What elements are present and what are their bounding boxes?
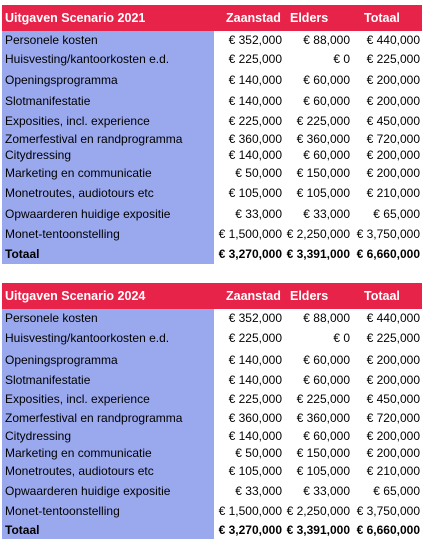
cell-label: Citydressing <box>2 427 214 444</box>
cell-elders: € 225,000 <box>296 391 350 406</box>
total-cell-zaanstad: € 3,270,000 <box>218 247 282 261</box>
table-scenario-2021 <box>2 5 422 264</box>
cell-totaal: € 720,000 <box>366 131 420 146</box>
table-row <box>2 147 422 163</box>
cell-zaanstad: € 140,000 <box>228 372 282 387</box>
table-row <box>2 349 422 370</box>
cell-zaanstad: € 360,000 <box>228 131 282 146</box>
cell-totaal: € 200,000 <box>366 165 420 180</box>
table-row <box>2 90 422 111</box>
total-cell-elders: € 3,391,000 <box>286 247 350 261</box>
cell-label: Monetroutes, audiotours etc <box>2 182 214 204</box>
cell-elders: € 360,000 <box>296 131 350 146</box>
table-row <box>2 427 422 444</box>
cell-zaanstad: € 352,000 <box>228 32 282 47</box>
cell-label: Huisvesting/kantoorkosten e.d. <box>2 327 214 349</box>
cell-elders: € 60,000 <box>303 148 350 162</box>
cell-totaal: € 200,000 <box>366 352 420 367</box>
cell-label: Personele kosten <box>2 309 214 327</box>
cell-elders: € 60,000 <box>303 93 350 108</box>
table-row <box>2 370 422 389</box>
table-header <box>2 5 422 31</box>
cell-zaanstad: € 1,500,000 <box>218 503 282 518</box>
cell-label: Openingsprogramma <box>2 70 214 90</box>
cell-elders: € 88,000 <box>303 311 350 325</box>
total-cell-label: Totaal <box>2 520 214 539</box>
table-row <box>2 444 422 461</box>
cell-label: Monet-tentoonstelling <box>2 224 214 244</box>
total-cell-totaal: € 6,660,000 <box>356 522 420 537</box>
table-row <box>2 408 422 427</box>
cell-totaal: € 225,000 <box>366 52 420 66</box>
cell-zaanstad: € 225,000 <box>228 113 282 128</box>
cell-elders: € 60,000 <box>303 428 350 443</box>
cell-zaanstad: € 225,000 <box>228 331 282 345</box>
cell-label: Zomerfestival en randprogramma <box>2 408 214 427</box>
cell-totaal: € 210,000 <box>366 464 420 478</box>
cell-zaanstad: € 50,000 <box>235 445 282 460</box>
cell-label: Monet-tentoonstelling <box>2 501 214 520</box>
cell-totaal: € 440,000 <box>366 32 420 47</box>
cell-totaal: € 450,000 <box>366 113 420 128</box>
table-row <box>2 31 422 48</box>
table-row <box>2 327 422 349</box>
cell-label: Opwaarderen huidige expositie <box>2 481 214 501</box>
total-cell-label: Totaal <box>2 244 214 264</box>
cell-label: Slotmanifestatie <box>2 90 214 111</box>
cell-elders: € 60,000 <box>303 352 350 367</box>
table-row <box>2 389 422 408</box>
cell-label: Citydressing <box>2 147 214 163</box>
cell-label: Monetroutes, audiotours etc <box>2 461 214 481</box>
table-row <box>2 111 422 130</box>
cell-totaal: € 200,000 <box>366 428 420 443</box>
cell-totaal: € 65,000 <box>373 484 420 498</box>
cell-totaal: € 200,000 <box>366 148 420 162</box>
cell-zaanstad: € 105,000 <box>228 186 282 200</box>
cell-zaanstad: € 105,000 <box>228 464 282 478</box>
table-header <box>2 283 422 309</box>
cell-elders: € 88,000 <box>303 32 350 47</box>
total-cell-zaanstad: € 3,270,000 <box>218 522 282 537</box>
cell-zaanstad: € 352,000 <box>228 311 282 325</box>
cell-totaal: € 200,000 <box>366 372 420 387</box>
cell-elders: € 60,000 <box>303 73 350 87</box>
table-row <box>2 70 422 90</box>
cell-totaal: € 450,000 <box>366 391 420 406</box>
cell-zaanstad: € 33,000 <box>235 207 282 221</box>
cell-elders: € 360,000 <box>296 410 350 425</box>
header-cell-totaal: Totaal <box>364 289 400 303</box>
header-cell-elders: Elders <box>290 11 329 25</box>
cell-zaanstad: € 140,000 <box>228 93 282 108</box>
cell-elders: € 225,000 <box>296 113 350 128</box>
cell-label: Huisvesting/kantoorkosten e.d. <box>2 48 214 70</box>
cell-elders: € 105,000 <box>296 186 350 200</box>
cell-totaal: € 720,000 <box>366 410 420 425</box>
header-cell-totaal: Totaal <box>364 11 400 25</box>
cell-label: Exposities, incl. experience <box>2 111 214 130</box>
table-scenario-2024 <box>2 283 422 539</box>
cell-zaanstad: € 33,000 <box>235 484 282 498</box>
cell-label: Slotmanifestatie <box>2 370 214 389</box>
cell-elders: € 105,000 <box>296 464 350 478</box>
cell-totaal: € 65,000 <box>373 207 420 221</box>
cell-elders: € 150,000 <box>296 165 350 180</box>
cell-totaal: € 210,000 <box>366 186 420 200</box>
table-row <box>2 163 422 182</box>
cell-label: Marketing en communicatie <box>2 444 214 461</box>
cell-totaal: € 3,750,000 <box>356 503 420 518</box>
cell-totaal: € 225,000 <box>366 331 420 345</box>
total-cell-elders: € 3,391,000 <box>286 522 350 537</box>
table-row <box>2 481 422 501</box>
cell-totaal: € 440,000 <box>366 311 420 325</box>
cell-zaanstad: € 140,000 <box>228 73 282 87</box>
cell-zaanstad: € 140,000 <box>228 148 282 162</box>
header-cell-zaanstad: Zaanstad <box>226 289 281 303</box>
cell-totaal: € 200,000 <box>366 73 420 87</box>
table-row <box>2 501 422 520</box>
table-row <box>2 224 422 244</box>
cell-elders: € 33,000 <box>303 484 350 498</box>
cell-zaanstad: € 140,000 <box>228 428 282 443</box>
cell-totaal: € 200,000 <box>366 445 420 460</box>
cell-label: Zomerfestival en randprogramma <box>2 130 214 147</box>
cell-elders: € 2,250,000 <box>286 227 350 241</box>
cell-zaanstad: € 50,000 <box>235 165 282 180</box>
cell-elders: € 150,000 <box>296 445 350 460</box>
total-row <box>2 520 422 539</box>
table-row <box>2 130 422 147</box>
cell-totaal: € 200,000 <box>366 93 420 108</box>
cell-elders: € 2,250,000 <box>286 503 350 518</box>
cell-elders: € 60,000 <box>303 372 350 387</box>
table-row <box>2 204 422 224</box>
cell-label: Personele kosten <box>2 31 214 48</box>
cell-elders: € 33,000 <box>303 207 350 221</box>
cell-zaanstad: € 225,000 <box>228 52 282 66</box>
header-cell-label: Uitgaven Scenario 2021 <box>5 11 146 25</box>
cell-label: Openingsprogramma <box>2 349 214 370</box>
table-row <box>2 182 422 204</box>
cell-zaanstad: € 1,500,000 <box>218 227 282 241</box>
table-row <box>2 461 422 481</box>
table-row <box>2 309 422 327</box>
cell-label: Exposities, incl. experience <box>2 389 214 408</box>
total-cell-totaal: € 6,660,000 <box>356 247 420 261</box>
header-cell-label: Uitgaven Scenario 2024 <box>5 289 146 303</box>
header-cell-elders: Elders <box>290 289 329 303</box>
cell-elders: € 0 <box>333 52 350 66</box>
cell-elders: € 0 <box>333 331 350 345</box>
table-row <box>2 48 422 70</box>
cell-zaanstad: € 140,000 <box>228 352 282 367</box>
cell-zaanstad: € 225,000 <box>228 391 282 406</box>
cell-totaal: € 3,750,000 <box>356 227 420 241</box>
header-cell-zaanstad: Zaanstad <box>226 11 281 25</box>
cell-zaanstad: € 360,000 <box>228 410 282 425</box>
cell-label: Marketing en communicatie <box>2 163 214 182</box>
cell-label: Opwaarderen huidige expositie <box>2 204 214 224</box>
total-row <box>2 244 422 264</box>
